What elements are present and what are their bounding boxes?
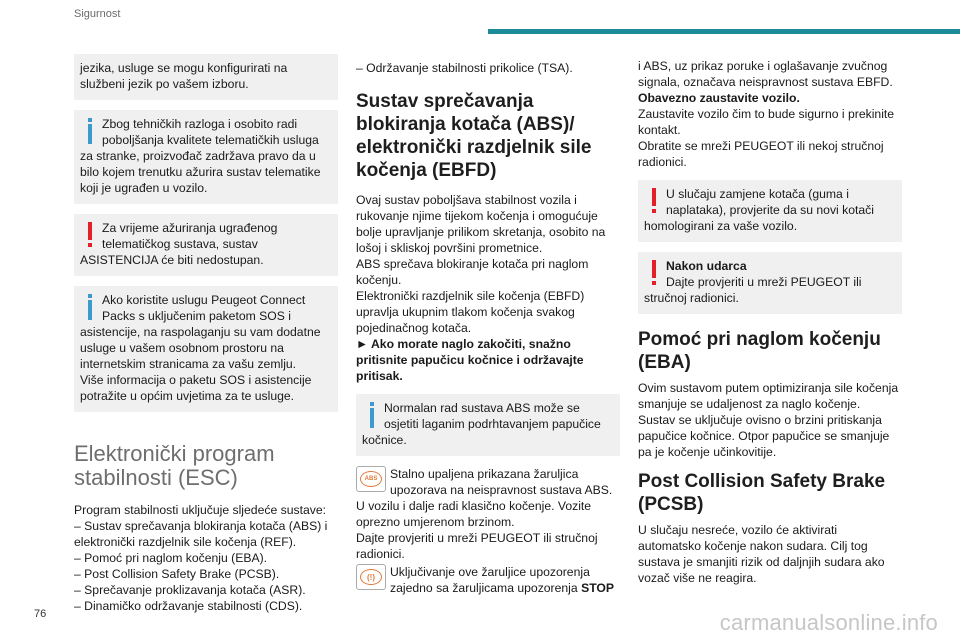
warning-title: Nakon udarca — [666, 259, 747, 273]
info-icon — [84, 118, 96, 144]
info-icon — [84, 294, 96, 320]
watermark: carmanualsonline.info — [719, 610, 938, 635]
esc-list-item: – Sustav sprečavanja blokiranja kotača (ABS) i elektronički razdjelnik sile kočenja (REF). — [74, 519, 328, 549]
pcsb-paragraph: U slučaju nesreće, vozilo će aktivirati automatsko kočenje nakon sudara. Cilj tog sustava je smanjiti rizik od daljnjih sudara ako vozač više ne reagira. — [638, 523, 885, 585]
column-middle — [356, 60, 620, 596]
esc-list-item: – Održavanje stabilnosti prikolice (TSA). — [356, 61, 573, 75]
abs-warning-lamp-icon: ABS — [356, 466, 386, 492]
column-right — [638, 58, 902, 586]
warning-box-wheel-change — [638, 180, 902, 242]
lamp-paragraph: Dajte provjeriti u mreži PEUGEOT ili stručnoj radionici. — [356, 531, 598, 561]
abs-paragraph: Elektronički razdjelnik sile kočenja (EBFD) upravlja ukupnim tlakom kočenja svakog pojedinačnog kotača. — [356, 289, 585, 335]
warning-text: Za vrijeme ažuriranja ugrađenog telematičkog sustava, sustav ASISTENCIJA će biti nedostupan. — [80, 221, 278, 267]
abs-instruction: ► Ako morate naglo zakočiti, snažno pritisnite papučicu kočnice i održavajte pritisak. — [356, 337, 584, 383]
header-accent-bar — [488, 29, 960, 34]
warning-text: Dajte provjeriti u mreži PEUGEOT ili stručnoj radionici. — [644, 275, 862, 305]
esc-list-item: – Pomoć pri naglom kočenju (EBA). — [74, 551, 268, 565]
ebfd-paragraph: i ABS, uz prikaz poruke i oglašavanje zvučnog signala, označava neispravnost sustava EBFD. — [638, 59, 893, 89]
lamp-paragraph: U vozilu i dalje radi klasično kočenje. Vozite oprezno umjerenom brzinom. — [356, 499, 592, 529]
section-header: Sigurnost — [74, 8, 121, 20]
abs-paragraph: Ovaj sustav poboljšava stabilnost vozila i rukovanje njime tijekom kočenja i omogućuje bolje upravljanje prilikom skretanja, osobito na lošoj i skliskoj površini prometnice. — [356, 193, 606, 255]
info-text-more: Više informacija o paketu SOS i asistencije potražite u općim uvjetima za te usluge. — [80, 373, 312, 403]
eba-paragraph: Sustav se uključuje ovisno o brzini pritiskanja papučice kočnice. Otpor papučice se smanjuje pa je kočenje učinkovitije. — [638, 413, 890, 459]
abs-paragraph: ABS sprečava blokiranje kotača pri naglom kočenju. — [356, 257, 589, 287]
info-text: Ako koristite uslugu Peugeot Connect Packs s uključenim paketom SOS i asistencije, na raspolaganju su vam dodatne usluge u vašem osobnom prostoru na internetskim stranicama za vašu zemlju. — [80, 293, 321, 371]
ebfd-paragraph: Zaustavite vozilo čim to bude sigurno i prekinite kontakt. — [638, 107, 895, 137]
lamp-description: Uključivanje ove žaruljice upozorenja zajedno sa žaruljicama upozorenja STOP — [390, 565, 615, 595]
info-box-abs-pulsation — [356, 394, 620, 456]
page-number: 76 — [34, 608, 47, 620]
warning-icon — [648, 260, 660, 286]
warning-icon — [84, 222, 96, 248]
abs-lamp-block — [356, 466, 620, 562]
ebfd-paragraph: Obratite se mreži PEUGEOT ili nekoj stručnoj radionici. — [638, 139, 884, 169]
esc-list-item: – Post Collision Safety Brake (PCSB). — [74, 567, 280, 581]
info-text: Normalan rad sustava ABS može se osjetiti laganim podrhtavanjem papučice kočnice. — [362, 401, 601, 447]
warning-icon — [648, 188, 660, 214]
lamp-description: Stalno upaljena prikazana žaruljica upozorava na neispravnost sustava ABS. — [390, 467, 613, 497]
info-icon — [366, 402, 378, 428]
esc-intro: Program stabilnosti uključuje sljedeće sustave: — [74, 503, 326, 517]
warning-box-assistance — [74, 214, 338, 276]
info-box-telematics-update — [74, 110, 338, 204]
section-title-pcsb: Post Collision Safety Brake (PCSB) — [638, 471, 886, 515]
info-text: Zbog tehničkih razloga i osobito radi poboljšanja kvalitete telematičkih usluga za stranke, proizvođač zadržava pravo da u bilo kojem trenutku ažurira sustav telematike koji je ugrađen u vozilo. — [80, 117, 321, 195]
section-title-esc: Elektronički program stabilnosti (ESC) — [74, 441, 275, 490]
eba-paragraph: Ovim sustavom putem optimiziranja sile kočenja smanjuje se udaljenost za naglo kočenje. — [638, 381, 899, 411]
info-box-sos-packs — [74, 286, 338, 412]
esc-list-item: – Dinamičko održavanje stabilnosti (CDS). — [74, 599, 303, 613]
warning-box-after-impact — [638, 252, 902, 314]
ebfd-stop-instruction: Obavezno zaustavite vozilo. — [638, 91, 800, 105]
note-text: jezika, usluge se mogu konfigurirati na službeni jezik po vašem izboru. — [80, 61, 288, 91]
brake-lamp-block — [356, 564, 620, 596]
esc-list-item: – Sprečavanje proklizavanja kotača (ASR). — [74, 583, 306, 597]
warning-text: U slučaju zamjene kotača (guma i naplataka), provjerite da su novi kotači homologirani za vaše vozilo. — [644, 187, 874, 233]
section-title-eba: Pomoć pri naglom kočenju (EBA) — [638, 329, 881, 373]
section-title-abs: Sustav sprečavanja blokiranja kotača (ABS)/ elektronički razdjelnik sile kočenja (EBFD) — [356, 91, 592, 181]
note-box-language — [74, 54, 338, 100]
column-left — [74, 54, 338, 614]
brake-warning-lamp-icon: (!) — [356, 564, 386, 590]
